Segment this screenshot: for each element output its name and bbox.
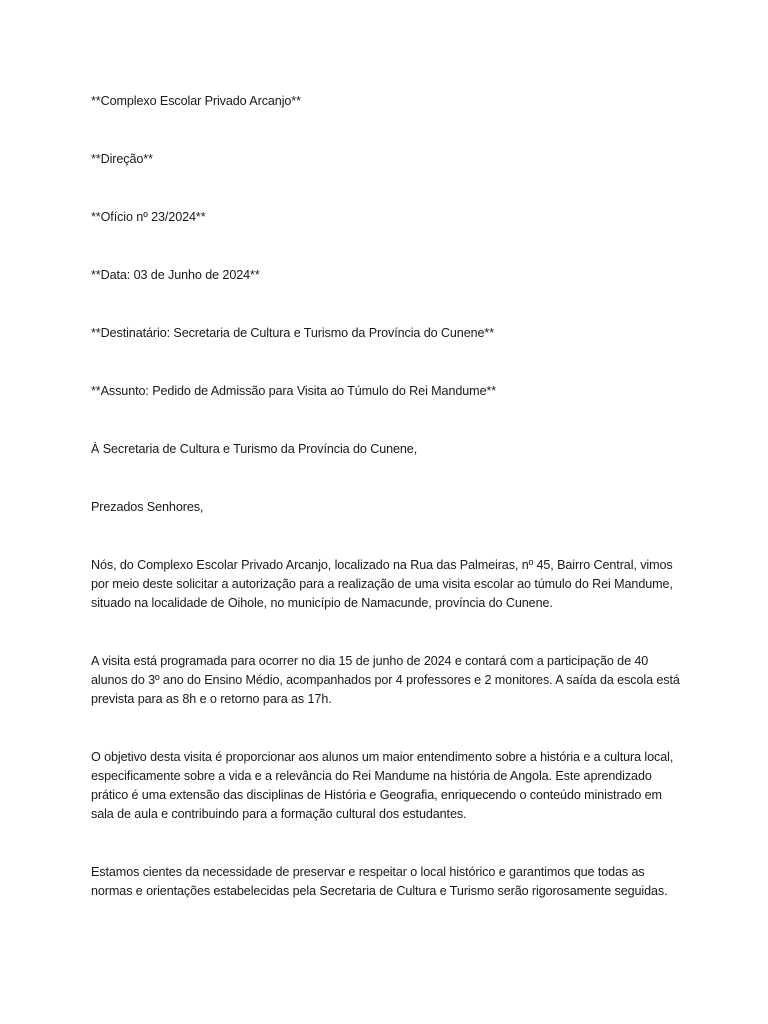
recipient-line: **Destinatário: Secretaria de Cultura e Turismo da Província do Cunene** — [91, 326, 495, 340]
salutation: Prezados Senhores, — [91, 500, 204, 514]
body-paragraph: A visita está programada para ocorrer no dia 15 de junho de 2024 e contará com a participação de 40 alunos do 3º ano do Ensino Médio, acompanhados por 4 professores e 2 monitores. A saída da escola está prevista para as 8h e o retorno para as 17h. — [91, 654, 680, 706]
body-paragraph: Estamos cientes da necessidade de preservar e respeitar o local histórico e garantimos que todas as normas e orientações estabelecidas pela Secretaria de Cultura e Turismo serão rigorosamente seguidas. — [91, 865, 668, 898]
subject-line: **Assunto: Pedido de Admissão para Visita ao Túmulo do Rei Mandume** — [91, 384, 497, 398]
office-number: **Ofício nº 23/2024** — [91, 210, 206, 224]
body-paragraph: Nós, do Complexo Escolar Privado Arcanjo, localizado na Rua das Palmeiras, nº 45, Bairro Central, vimos por meio deste solicitar a autorização para a realização de uma visita escolar ao túmulo do Rei Mandume, situado na localidade de Oihole, no município de Namacunde, província do Cunene. — [91, 558, 673, 610]
letter-date: **Data: 03 de Junho de 2024** — [91, 268, 260, 282]
body-paragraph: O objetivo desta visita é proporcionar aos alunos um maior entendimento sobre a história e a cultura local, especificamente sobre a vida e a relevância do Rei Mandume na história de Angola. Este aprendizado prático é uma extensão das disciplinas de História e Geografia, enriquecendo o conteúdo ministrado em sala de aula e contribuindo para a formação cultural dos estudantes. — [91, 750, 674, 821]
addressee-line: À Secretaria de Cultura e Turismo da Província do Cunene, — [91, 442, 418, 456]
department-line: **Direção** — [91, 152, 153, 166]
letter-content — [91, 92, 681, 901]
school-name: **Complexo Escolar Privado Arcanjo** — [91, 94, 301, 108]
